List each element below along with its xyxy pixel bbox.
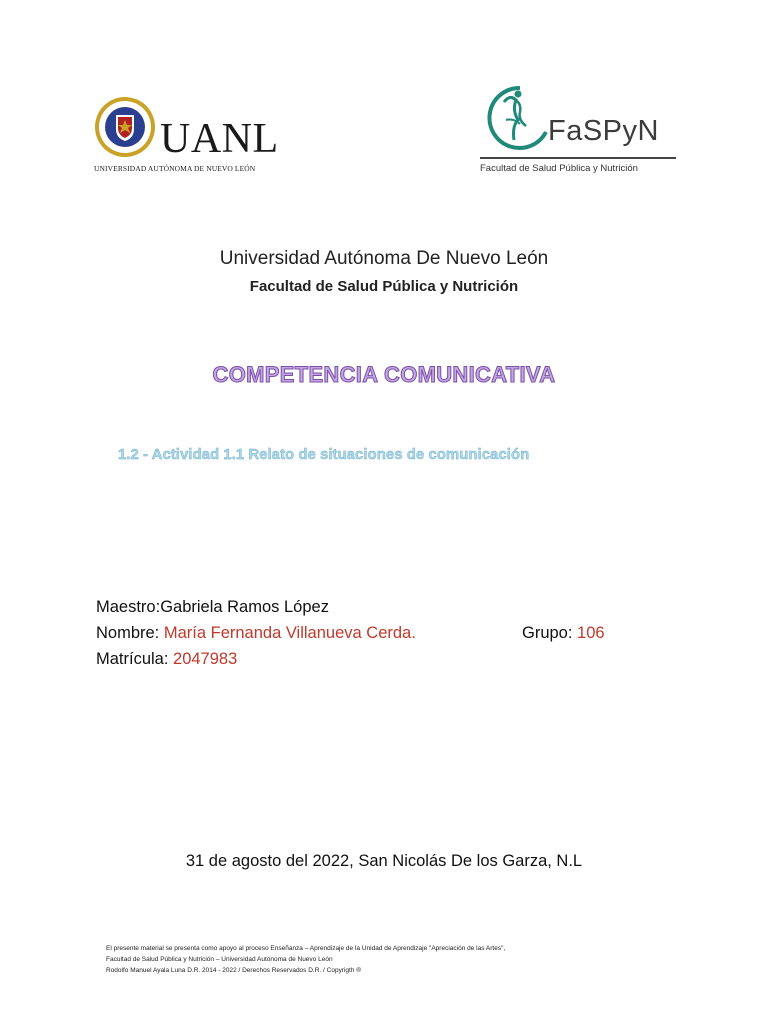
uanl-wordmark: UANL <box>160 116 279 162</box>
group-label: Grupo: <box>522 624 573 642</box>
date-line: 31 de agosto del 2022, San Nicolás De los Garza, N.L <box>185 852 583 870</box>
faspyn-wordmark: FaSPyN <box>548 115 659 147</box>
name-label: Nombre: <box>96 624 160 642</box>
id-row <box>96 650 237 669</box>
id-value: 2047983 <box>173 650 238 668</box>
name-value: María Fernanda Villanueva Cerda. <box>163 624 416 642</box>
uanl-logo <box>94 96 294 178</box>
faculty-name: Facultad de Salud Pública y Nutrición <box>249 278 519 295</box>
faspyn-figure-icon <box>482 84 552 154</box>
footer-note <box>106 943 666 976</box>
teacher-row <box>96 598 329 617</box>
teacher-label: Maestro: <box>96 598 161 616</box>
footer-line-1: El presente material se presenta como apoyo al proceso Enseñanza – Aprendizaje de la Unidad de Aprendizaje "Apreciación de las Artes", <box>106 945 506 952</box>
id-label: Matrícula: <box>96 650 169 668</box>
footer-line-3: Rodolfo Manuel Ayala Luna D.R. 2014 - 2022 / Derechos Reservados D.R. / Copyrigth ® <box>106 967 362 974</box>
group-row <box>522 624 605 643</box>
name-row <box>96 624 416 643</box>
course-title: COMPETENCIA COMUNICATIVA <box>212 362 556 387</box>
activity-title: 1.2 - Actividad 1.1 Relato de situaciones de comunicación <box>118 446 530 463</box>
faspyn-subtitle: Facultad de Salud Pública y Nutrición <box>480 163 638 174</box>
faspyn-logo <box>478 84 683 179</box>
group-value: 106 <box>577 624 605 642</box>
university-name: Universidad Autónoma De Nuevo León <box>219 248 549 269</box>
uanl-subtitle: UNIVERSIDAD AUTÓNOMA DE NUEVO LEÓN <box>94 164 256 173</box>
university-seal-icon <box>94 96 156 158</box>
footer-line-2: Facultad de Salud Pública y Nutrición – Universidad Autónoma de Nuevo León <box>106 956 333 963</box>
teacher-value: Gabriela Ramos López <box>160 598 329 616</box>
faspyn-divider <box>480 157 676 159</box>
